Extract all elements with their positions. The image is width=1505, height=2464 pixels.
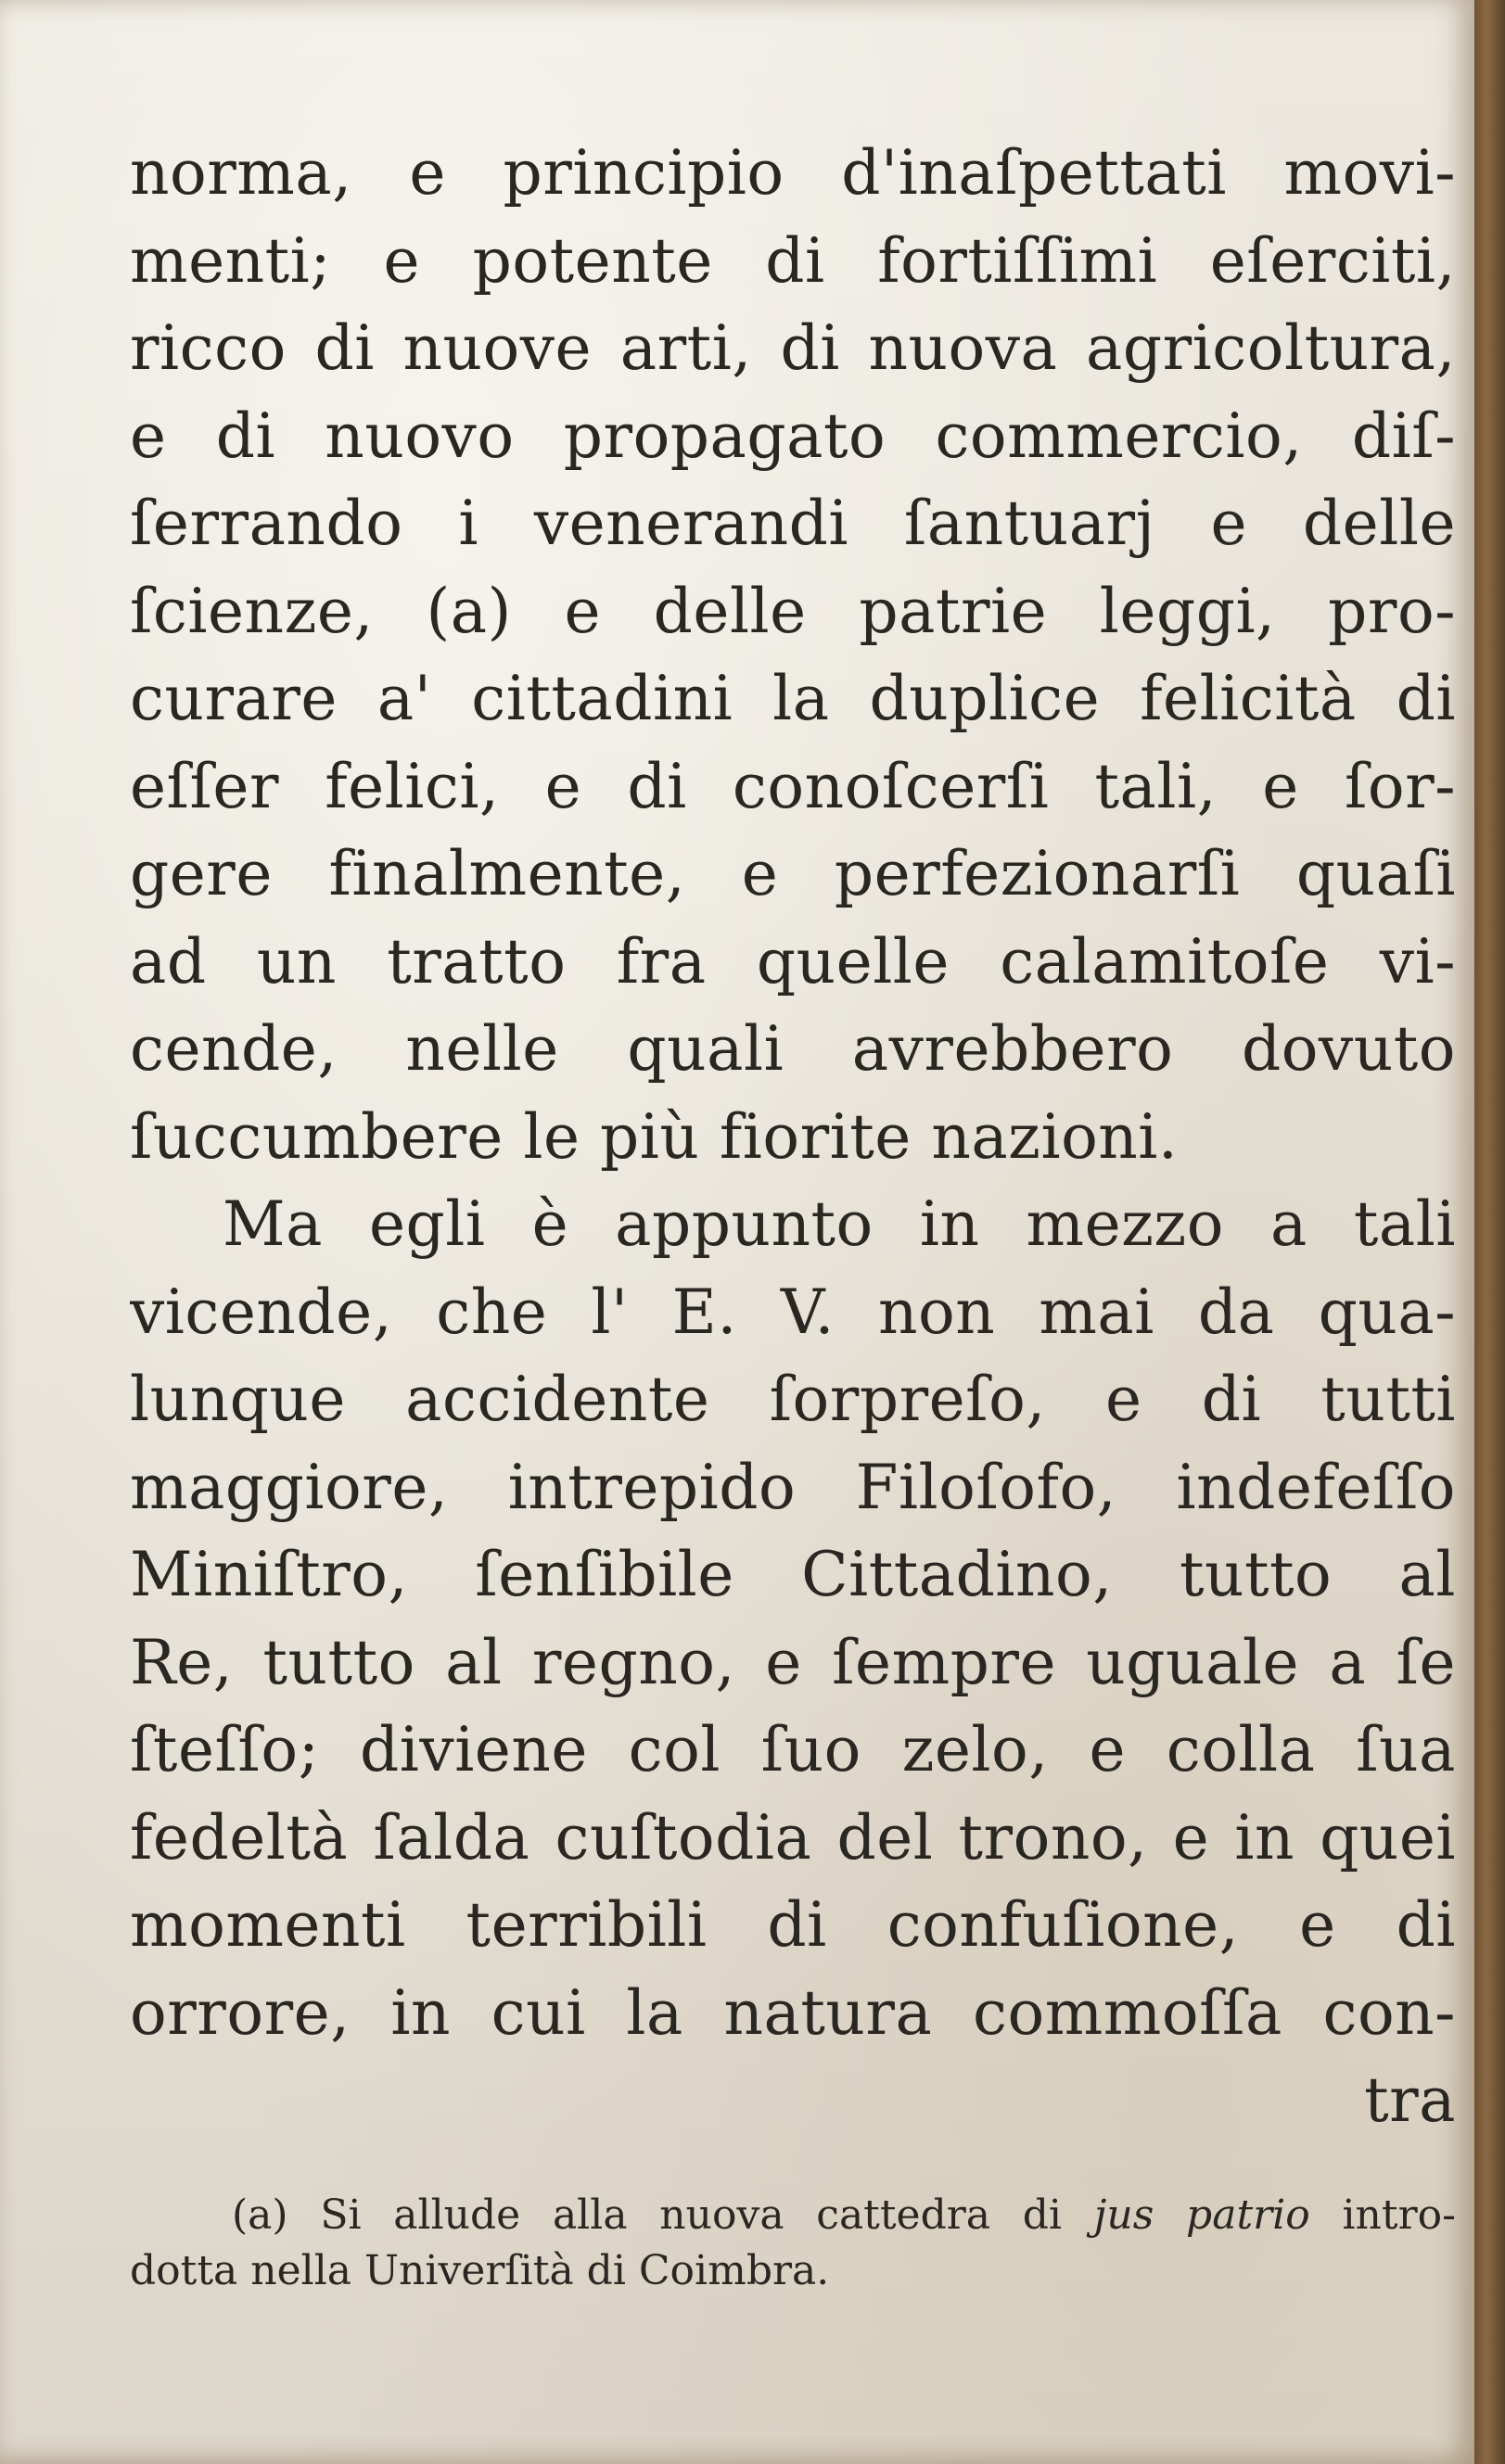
book-spine-edge xyxy=(1474,0,1505,2464)
body-text xyxy=(130,130,1456,2145)
footnote-line-2: dotta nella Univerſità di Coimbra. xyxy=(130,2247,830,2294)
footnote xyxy=(130,2188,1456,2299)
text-line-3: ricco di nuove arti, di nuova agricoltura, xyxy=(130,312,1456,384)
footnote-marker: (a) xyxy=(232,2191,288,2239)
text-line-17: Miniſtro, ſenſibile Cittadino, tutto al xyxy=(130,1539,1456,1610)
text-line-1: norma, e principio d'inaſpettati movi- xyxy=(130,137,1456,209)
text-line-18: Re, tutto al regno, e ſempre uguale a ſe xyxy=(130,1626,1456,1698)
text-line-11: cende, nelle quali avrebbero dovuto xyxy=(130,1013,1456,1085)
footnote-text: Si allude alla nuova cattedra di xyxy=(320,2191,1062,2239)
text-line-21: momenti terribili di confuſione, e di xyxy=(130,1889,1456,1961)
text-line-16: maggiore, intrepido Filoſofo, indefeſſo xyxy=(130,1451,1456,1523)
text-line-6: ſcienze, (a) e delle patrie leggi, pro- xyxy=(130,575,1456,647)
footnote-italic: jus patrio xyxy=(1093,2191,1310,2239)
text-line-9: gere finalmente, e perfezionarſi quaſi xyxy=(130,838,1456,909)
catchword: tra xyxy=(1364,2064,1456,2136)
text-line-8: eſſer felici, e di conoſcerſi tali, e ſor- xyxy=(130,750,1456,822)
text-line-22: orrore, in cui la natura commoſſa con- xyxy=(130,1976,1456,2049)
footnote-line-1 xyxy=(130,2188,1456,2243)
text-line-7: curare a' cittadini la duplice felicità di xyxy=(130,663,1456,734)
footnote-text-end: intro- xyxy=(1342,2191,1456,2239)
text-line-5: ſerrando i venerandi ſantuarj e delle xyxy=(130,488,1456,559)
text-line-20: fedeltà ſalda cuſtodia del trono, e in quei xyxy=(130,1801,1456,1873)
text-line-2: menti; e potente di fortiſſimi eſerciti, xyxy=(130,224,1456,297)
text-line-4: e di nuovo propagato commercio, diſ- xyxy=(130,400,1456,472)
text-line-15: lunque accidente ſorpreſo, e di tutti xyxy=(130,1364,1456,1435)
text-line-12: ſuccumbere le più fiorite nazioni. xyxy=(130,1100,1179,1173)
text-line-10: ad un tratto fra quelle calamitoſe vi- xyxy=(130,925,1456,997)
text-line-14: vicende, che l' E. V. non mai da qua- xyxy=(130,1276,1456,1348)
text-line-13: Ma egli è appunto in mezzo a tali xyxy=(223,1188,1456,1260)
text-line-19: ſteſſo; diviene col ſuo zelo, e colla ſua xyxy=(130,1714,1456,1785)
